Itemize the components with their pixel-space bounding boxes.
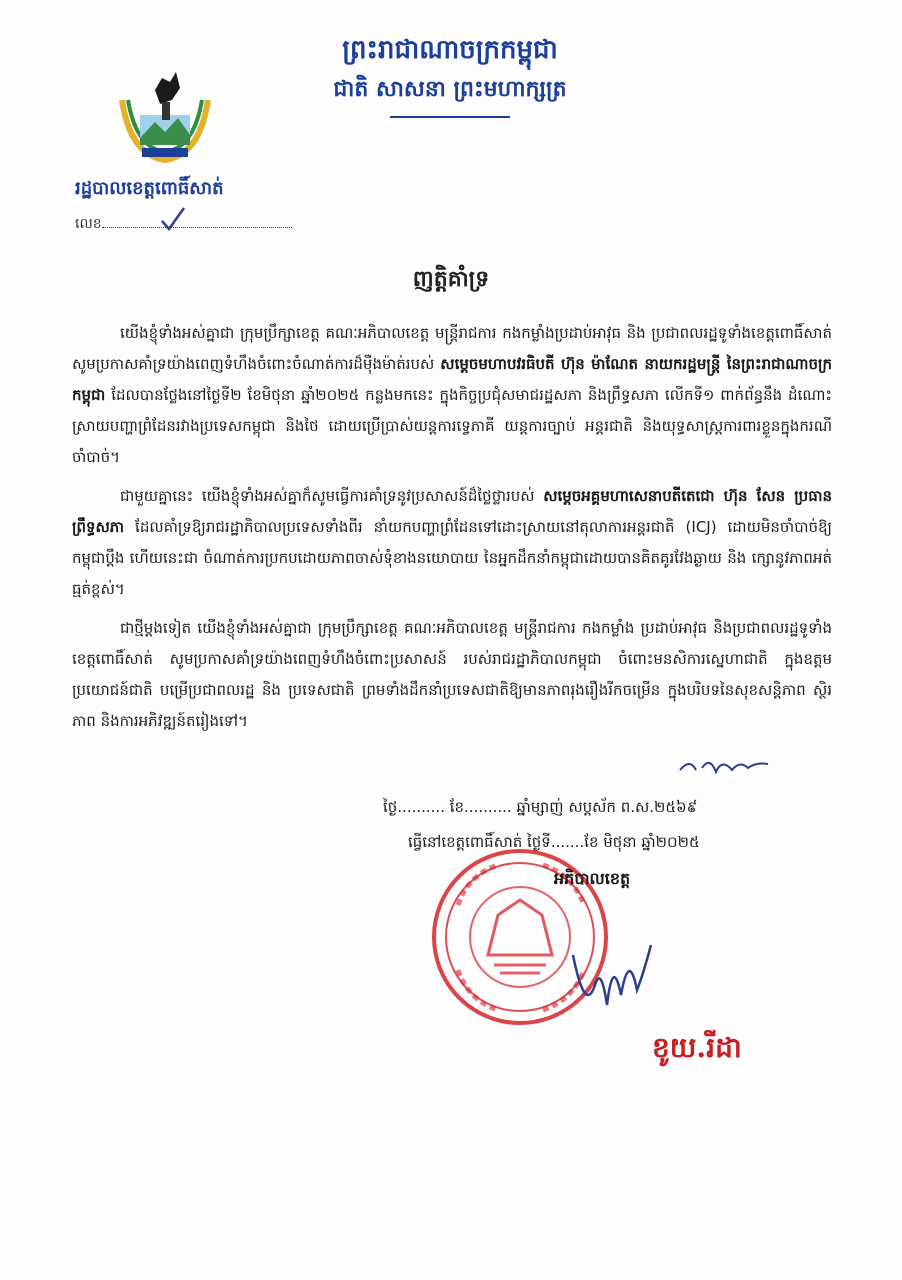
lunar-date-line: ថ្ងៃ.......... ខែ.......... ឆ្នាំម្សាញ់ សប្តស័ក ព.ស.២៥៦៩ xyxy=(383,798,698,816)
paragraph-2: ជាមួយគ្នានេះ យើងខ្ញុំទាំងអស់គ្នាក៏សូមធ្វើការគាំទ្រនូវប្រសាសន៍ដ៏ថ្លៃថ្លារបស់ សម្តេចអគ្គមហាសេនាបតីតេជោ ហ៊ុន សែន ប្រធានព្រឹទ្ធសភា ដែលគាំទ្រឱ្យរាជរដ្ឋាភិបាលប្រទេសទាំងពីរ នាំយកបញ្ហាព្រំដែនទៅដោះស្រាយនៅតុលាការអន្តរជាតិ (ICJ) ដោយមិនចាំបាច់ឱ្យកម្ពុជាប្តឹង ហើយនេះជា ចំណាត់ការប្រកបដោយភាពចាស់ទុំខាងនយោបាយ នៃអ្នកដឹកនាំកម្ពុជាដោយបានគិតគូរវែងឆ្ងាយ និង ក្សោនូវភាពអត់ធ្មត់ខ្ពស់។ xyxy=(72,487,832,598)
document-title: ញត្តិគាំទ្រ xyxy=(412,267,490,292)
header-ornament xyxy=(390,116,510,118)
ref-label: លេខ xyxy=(75,216,102,232)
bold-name-pm: សម្តេចមហាបវរធិបតី ហ៊ុន ម៉ាណែត នាយករដ្ឋមន្ត្រី នៃព្រះរាជាណាចក្រកម្ពុជា xyxy=(72,355,832,404)
bold-name-senate-president: សម្តេចអគ្គមហាសេនាបតីតេជោ ហ៊ុន សែន ប្រធានព្រឹទ្ធសភា xyxy=(72,487,832,536)
checkmark-icon xyxy=(160,205,186,233)
province-emblem-logo xyxy=(110,60,220,170)
signer-name: ខូយ.រីដា xyxy=(652,1031,742,1064)
kingdom-name: ព្រះរាជាណាចក្រកម្ពុជា xyxy=(342,35,558,65)
province-office: រដ្ឋបាលខេត្តពោធិ៍សាត់ xyxy=(75,178,224,199)
paragraph-3: ជាថ្មីម្តងទៀត យើងខ្ញុំទាំងអស់គ្នាជា ក្រុមប្រឹក្សាខេត្ត គណៈអភិបាលខេត្ត មន្ត្រីរាជការ កងកម្លាំង ប្រដាប់អាវុធ និងប្រជាពលរដ្ឋទូទាំងខេត្តពោធិ៍សាត់ សូមប្រកាសគាំទ្រយ៉ាងពេញទំហឹងចំពោះប្រសាសន៍ របស់រាជរដ្ឋាភិបាលកម្ពុជា ចំពោះមនសិការស្នេហាជាតិ ក្នុងឧត្តមប្រយោជន៍ជាតិ បម្រើប្រជាពលរដ្ឋ និង ប្រទេសជាតិ ព្រមទាំងដឹកនាំប្រទេសជាតិឱ្យមានភាពរុងរឿងរីកចម្រើន ក្នុងបរិបទនៃសុខសន្តិភាព ស្ថិរភាព និងការអភិវឌ្ឍន៍តរៀងទៅ។ xyxy=(72,619,832,730)
solar-date-line: ធ្វើនៅខេត្តពោធិ៍សាត់ ថ្ងៃទី.......ខែ មិថុនា ឆ្នាំ២០២៥ xyxy=(408,833,700,851)
handwritten-initials xyxy=(676,752,772,778)
official-title: អភិបាលខេត្ត xyxy=(554,869,631,888)
kingdom-header xyxy=(300,30,600,118)
paragraph-1: យើងខ្ញុំទាំងអស់គ្នាជា ក្រុមប្រឹក្សាខេត្ត គណៈអភិបាលខេត្ត មន្ត្រីរាជការ កងកម្លាំងប្រដាប់អាវុធ និង ប្រជាពលរដ្ឋទូទាំងខេត្តពោធិ៍សាត់ សូមប្រកាសគាំទ្រយ៉ាងពេញទំហឹងចំពោះចំណាត់ការដ៏ម៉ឺងម៉ាត់របស់ សម្តេចមហាបវរធិបតី ហ៊ុន ម៉ាណែត នាយករដ្ឋមន្ត្រី នៃព្រះរាជាណាចក្រកម្ពុជា ដែលបានថ្លែងនៅថ្ងៃទី២ ខែមិថុនា ឆ្នាំ២០២៥ កន្លងមកនេះ ក្នុងកិច្ចប្រជុំសមាជរដ្ឋសភា និងព្រឹទ្ធសភា លើកទី១ ពាក់ព័ន្ធនឹង ដំណោះស្រាយបញ្ហាព្រំដែនរវាងប្រទេសកម្ពុជា និងថៃ ដោយប្រើប្រាស់យន្តការទ្វេភាគី យន្តការច្បាប់ អន្តរជាតិ និងយុទ្ធសាស្ត្រការពារខ្លួនក្នុងករណីចាំបាច់។ xyxy=(72,324,832,466)
document-body xyxy=(72,318,832,745)
national-motto: ជាតិ សាសនា ព្រះមហាក្សត្រ xyxy=(333,76,567,102)
ref-dotted-line xyxy=(102,215,292,228)
handwritten-signature xyxy=(565,935,655,1020)
